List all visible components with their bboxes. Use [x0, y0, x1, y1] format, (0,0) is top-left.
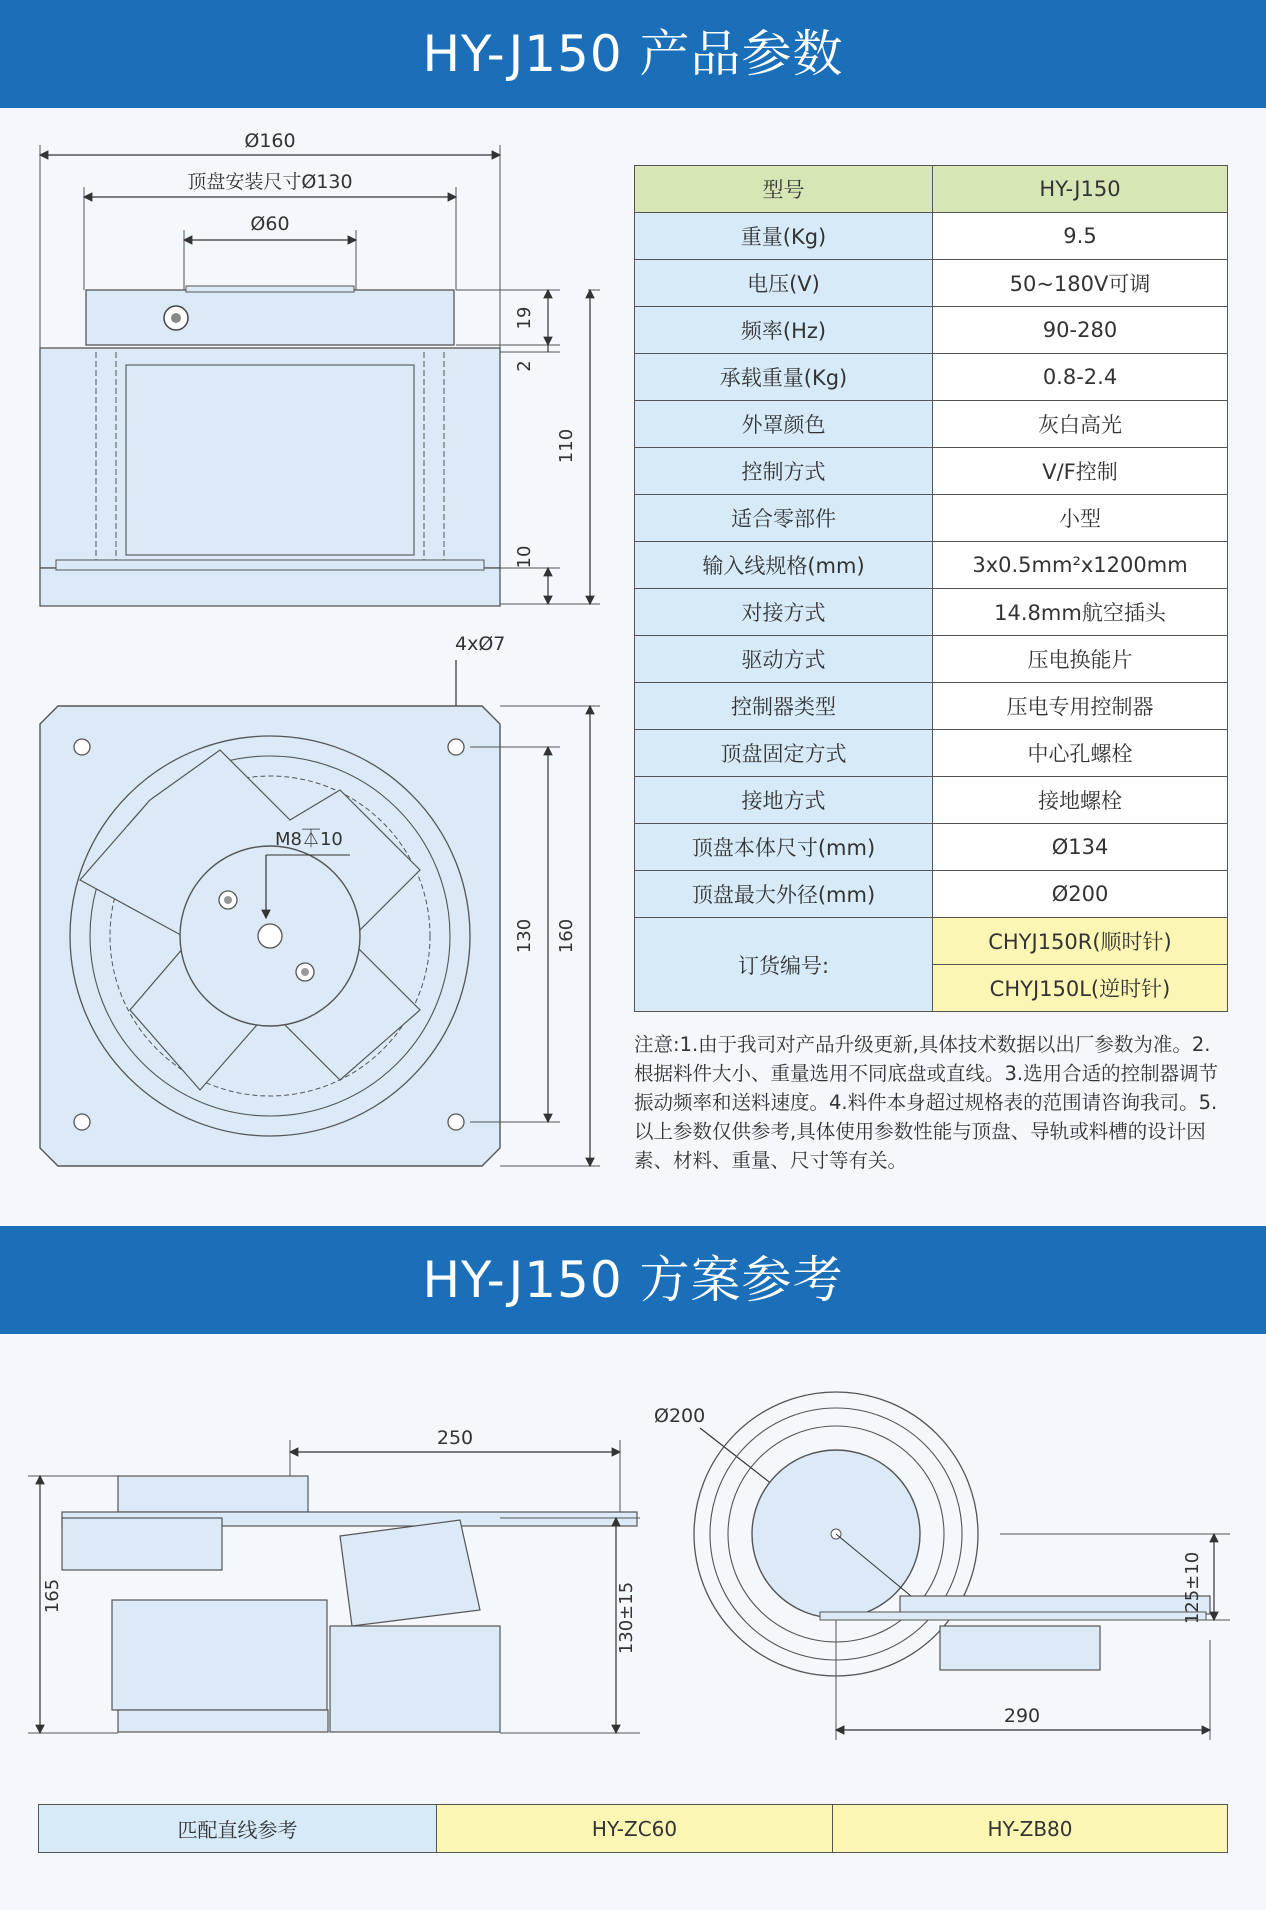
spec-value: 9.5 — [933, 213, 1228, 260]
scheme-dim-165: 165 — [42, 1578, 63, 1614]
spec-row — [635, 871, 1228, 918]
order-value: CHYJ150R(顺时针) — [933, 918, 1228, 965]
dim-130-top: 130 — [514, 918, 535, 954]
dim-2: 2 — [514, 360, 535, 372]
spec-value: 压电专用控制器 — [933, 683, 1228, 730]
match-label: 匹配直线参考 — [39, 1805, 437, 1853]
spec-value: 接地螺栓 — [933, 777, 1228, 824]
dim-160-top: 160 — [556, 918, 577, 954]
spec-label: 型号 — [635, 166, 933, 213]
spec-value: V/F控制 — [933, 448, 1228, 495]
spec-header-row — [635, 166, 1228, 213]
spec-value: 压电换能片 — [933, 636, 1228, 683]
spec-label: 控制器类型 — [635, 683, 933, 730]
spec-value: Ø134 — [933, 824, 1228, 871]
order-label: 订货编号: — [635, 918, 933, 1012]
spec-value: 小型 — [933, 495, 1228, 542]
dim-19: 19 — [514, 306, 535, 330]
params-title: HY-J150 产品参数 — [0, 0, 1266, 108]
spec-row — [635, 777, 1228, 824]
spec-row — [635, 354, 1228, 401]
spec-label: 重量(Kg) — [635, 213, 933, 260]
spec-label: 驱动方式 — [635, 636, 933, 683]
scheme-dim-290: 290 — [1003, 1705, 1041, 1727]
notes-text: 注意:1.由于我司对产品升级更新,具体技术数据以出厂参数为准。2.根据料件大小、重量选用不同底盘或直线。3.选用合适的控制器调节振动频率和送料速度。4.料件本身超过规格表的范围请咨询我司。5.以上参数仅供参考,具体使用参数性能与顶盘、导轨或料槽的设计因素、材料、重量、尺寸等有关。 — [634, 1033, 1219, 1172]
spec-value: HY-J150 — [933, 166, 1228, 213]
match-row — [39, 1805, 1228, 1853]
spec-label: 接地方式 — [635, 777, 933, 824]
dim-top-mount: 顶盘安装尺寸Ø130 — [187, 171, 353, 193]
spec-value: 0.8-2.4 — [933, 354, 1228, 401]
scheme-title: HY-J150 方案参考 — [0, 1226, 1266, 1334]
spec-table — [634, 165, 1228, 1012]
spec-row — [635, 307, 1228, 354]
spec-row — [635, 542, 1228, 589]
spec-value: 3x0.5mm²x1200mm — [933, 542, 1228, 589]
spec-row — [635, 448, 1228, 495]
order-value: CHYJ150L(逆时针) — [933, 965, 1228, 1012]
spec-row — [635, 636, 1228, 683]
order-row — [635, 918, 1228, 965]
dim-center: Ø60 — [250, 213, 290, 235]
spec-row — [635, 589, 1228, 636]
spec-value: 中心孔螺栓 — [933, 730, 1228, 777]
spec-label: 外罩颜色 — [635, 401, 933, 448]
spec-label: 适合零部件 — [635, 495, 933, 542]
spec-label: 承载重量(Kg) — [635, 354, 933, 401]
spec-label: 对接方式 — [635, 589, 933, 636]
spec-value: 14.8mm航空插头 — [933, 589, 1228, 636]
dim-thread: M8⏄10 — [275, 829, 343, 850]
match-value: HY-ZC60 — [437, 1805, 833, 1853]
spec-row — [635, 824, 1228, 871]
spec-row — [635, 401, 1228, 448]
scheme-dim-200: Ø200 — [654, 1405, 706, 1427]
spec-value: Ø200 — [933, 871, 1228, 918]
dim-110: 110 — [556, 428, 577, 464]
scheme-dim-130: 130±15 — [616, 1581, 637, 1655]
scheme-top-drawing — [654, 1390, 1260, 1790]
spec-row — [635, 260, 1228, 307]
spec-label: 频率(Hz) — [635, 307, 933, 354]
spec-row — [635, 495, 1228, 542]
spec-value: 灰白高光 — [933, 401, 1228, 448]
spec-value: 90-280 — [933, 307, 1228, 354]
spec-label: 输入线规格(mm) — [635, 542, 933, 589]
dim-outer: Ø160 — [244, 130, 296, 152]
spec-value: 50~180V可调 — [933, 260, 1228, 307]
spec-label: 顶盘固定方式 — [635, 730, 933, 777]
spec-row — [635, 730, 1228, 777]
dim-holes: 4xØ7 — [455, 633, 506, 655]
spec-label: 控制方式 — [635, 448, 933, 495]
spec-label: 电压(V) — [635, 260, 933, 307]
scheme-side-drawing — [0, 1390, 660, 1790]
match-value: HY-ZB80 — [833, 1805, 1228, 1853]
spec-label: 顶盘本体尺寸(mm) — [635, 824, 933, 871]
match-table — [38, 1804, 1228, 1853]
spec-row — [635, 683, 1228, 730]
top-view-drawing — [0, 628, 620, 1178]
front-view-drawing — [0, 108, 620, 628]
spec-label: 顶盘最大外径(mm) — [635, 871, 933, 918]
spec-row — [635, 213, 1228, 260]
dim-10: 10 — [514, 545, 535, 569]
scheme-dim-125: 125±10 — [1182, 1551, 1203, 1625]
scheme-dim-250: 250 — [436, 1427, 474, 1449]
